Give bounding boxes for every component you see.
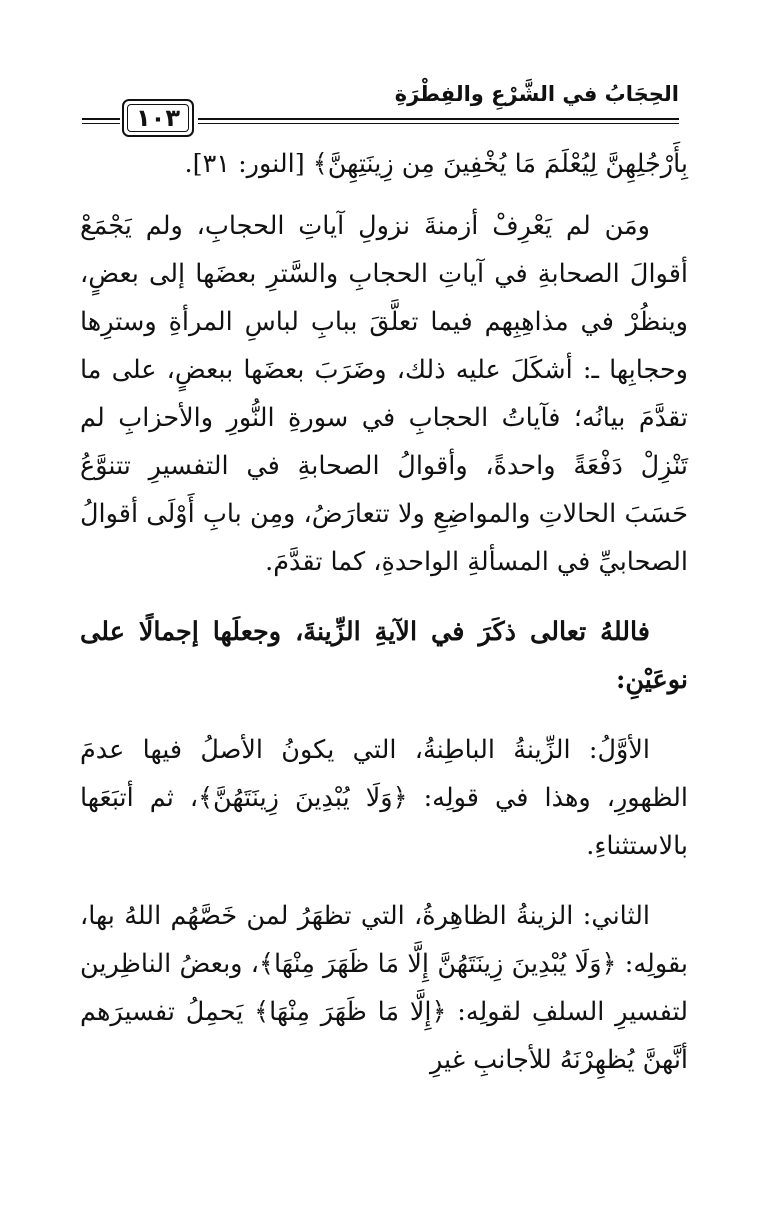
header-rule-left-thin	[82, 123, 120, 124]
running-title: الحِجَابُ في الشَّرْعِ والفِطْرَةِ	[394, 82, 679, 106]
page-number-frame	[122, 99, 194, 137]
header-rule	[198, 118, 679, 120]
paragraph-first-type: الأوَّلُ: الزِّينةُ الباطِنةُ، التي يكونُ الأصلُ فيها عدمَ الظهورِ، وهذا في قولِه: ﴿وَلَا يُبْدِينَ زِينَتَهُنَّ﴾، ثم أتبَعَها بالاستثناءِ.	[80, 735, 688, 861]
paragraph-two-types: فاللهُ تعالى ذكَرَ في الآيةِ الزِّينةَ، وجعلَها إجمالًا على نوعَيْنِ:	[80, 617, 688, 695]
paragraph-explanation: ومَن لم يَعْرِفْ أزمنةَ نزولِ آياتِ الحجابِ، ولم يَجْمَعْ أقوالَ الصحابةِ في آياتِ الحجابِ والسَّترِ بعضَها إلى بعضٍ، وينظُرْ في مذاهِبِهم فيما تعلَّقَ ببابِ لباسِ المرأةِ وسترِها وحجابِها ـ: أشكَلَ عليه ذلك، وضَرَبَ بعضَها ببعضٍ، على ما تقدَّمَ بيانُه؛ فآياتُ الحجابِ في سورةِ النُّورِ والأحزابِ لم تَنْزِلْ دَفْعَةً واحدةً، وأقوالُ الصحابةِ في التفسيرِ تتنوَّعُ حَسَبَ الحالاتِ والمواضِعِ ولا تتعارَضُ، ومِن بابِ أَوْلَى أقوالُ الصحابيِّ في المسألةِ الواحدةِ، كما تقدَّمَ.	[80, 211, 688, 577]
body-text	[80, 140, 688, 1098]
paragraph-second-type: الثاني: الزينةُ الظاهِرةُ، التي تظهَرُ لمن خَصَّهُم اللهُ بها، بقولِه: ﴿وَلَا يُبْدِينَ زِينَتَهُنَّ إِلَّا مَا ظَهَرَ مِنْهَا﴾، وبعضُ الناظِرين لتفسيرِ السلفِ لقولِه: ﴿إِلَّا مَا ظَهَرَ مِنْهَا﴾ يَحمِلُ تفسيرَهم أنَّهنَّ يُظهِرْنَهُ للأجانبِ غيرِ	[80, 901, 688, 1075]
paragraph-verse-end: بِأَرْجُلِهِنَّ لِيُعْلَمَ مَا يُخْفِينَ مِن زِينَتِهِنَّ﴾ [النور: ٣١].	[184, 149, 688, 179]
page-number: ١٠٣	[136, 104, 180, 132]
header-rule-thin	[198, 123, 679, 124]
header-rule-left	[82, 118, 120, 120]
